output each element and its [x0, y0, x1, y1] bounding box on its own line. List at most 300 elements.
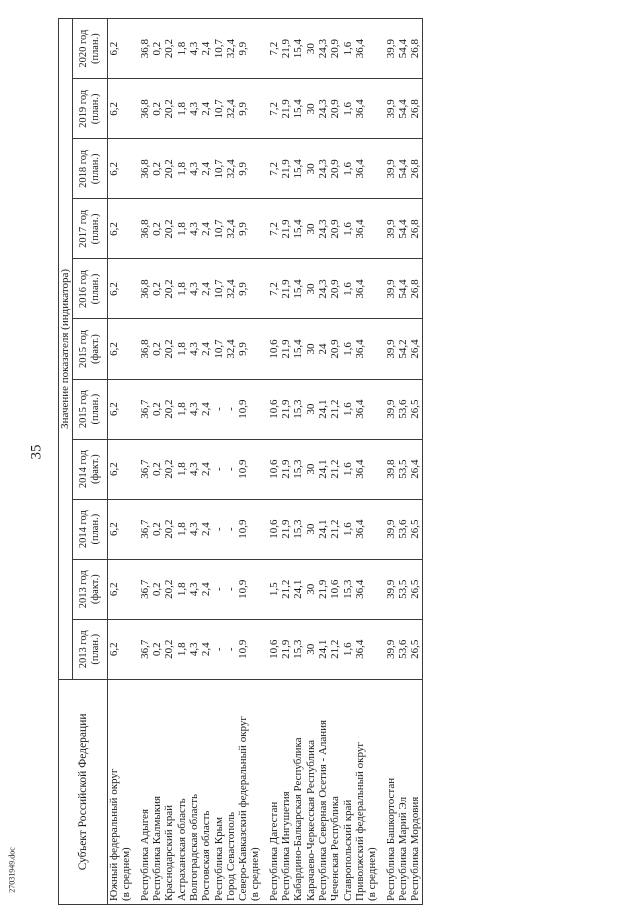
value-cell: 0,2	[151, 259, 163, 319]
value-cell: 20,9	[329, 319, 341, 379]
table-row	[397, 19, 409, 905]
table-row	[409, 19, 422, 905]
value-cell: 32,4	[225, 139, 237, 199]
value-cell: 4,3	[188, 499, 200, 559]
value-cell: 2,4	[200, 559, 212, 619]
year-type-label: (план.)	[90, 273, 101, 305]
value-cell: 30	[305, 79, 317, 139]
value-cell: 20,2	[163, 379, 175, 439]
document-file-id: 27031949.doc	[7, 847, 17, 893]
subject-column-header: Субъект Российской Федерации	[59, 679, 108, 904]
table-row	[280, 19, 292, 905]
value-cell: 36,8	[139, 19, 151, 79]
value-cell: 30	[305, 439, 317, 499]
value-cell: 6,2	[108, 199, 133, 259]
table-row	[329, 19, 341, 905]
value-cell: 0,2	[151, 79, 163, 139]
region-name: Республика Крым	[212, 817, 225, 901]
value-cell: 26,5	[409, 619, 422, 679]
value-cell: 26,5	[409, 499, 422, 559]
region-name: Чеченская Республика	[329, 796, 342, 901]
value-cell: 30	[305, 19, 317, 79]
region-name-cell	[317, 679, 329, 904]
value-cell: 21,9	[280, 499, 292, 559]
value-cell: 26,8	[409, 199, 422, 259]
value-cell: 30	[305, 199, 317, 259]
value-cell: 9,9	[237, 19, 262, 79]
value-cell: 10,9	[237, 499, 262, 559]
value-cell: 36,4	[354, 259, 379, 319]
value-cell: 10,9	[237, 619, 262, 679]
region-name: Республика Мордовия	[409, 796, 422, 901]
value-cell: 30	[305, 619, 317, 679]
value-cell: 1,6	[342, 319, 354, 379]
value-cell: 1,6	[342, 199, 354, 259]
value-cell: 4,3	[188, 379, 200, 439]
table-row	[305, 19, 317, 905]
value-cell: 36,8	[139, 199, 151, 259]
region-name-cell	[292, 679, 304, 904]
region-name: Республика Адыгея	[138, 808, 151, 901]
value-cell: 0,2	[151, 559, 163, 619]
value-cell: 39,9	[385, 559, 397, 619]
value-cell: 7,2	[268, 199, 280, 259]
table-row	[188, 19, 200, 905]
value-cell: 24,3	[317, 259, 329, 319]
value-cell: 21,2	[329, 379, 341, 439]
value-cell: 21,9	[280, 19, 292, 79]
year-column-header	[73, 379, 108, 439]
value-cell: 39,9	[385, 79, 397, 139]
value-cell: 15,3	[292, 499, 304, 559]
region-name: Ставропольский край	[341, 799, 354, 901]
value-cell: 36,4	[354, 619, 379, 679]
region-name: Кабардино-Балкарская Республика	[292, 737, 305, 901]
value-cell: 39,8	[385, 439, 397, 499]
value-cell: 21,9	[280, 379, 292, 439]
region-name: Волгоградская область	[187, 793, 200, 901]
value-cell: 54,4	[397, 19, 409, 79]
value-cell: 39,9	[385, 259, 397, 319]
value-cell: 15,3	[292, 379, 304, 439]
value-cell: 1,8	[176, 439, 188, 499]
value-cell: 26,5	[409, 559, 422, 619]
value-cell: 54,4	[397, 259, 409, 319]
year-column-header	[73, 319, 108, 379]
value-cell: 24,3	[317, 199, 329, 259]
value-cell: -	[213, 499, 225, 559]
value-cell: 0,2	[151, 499, 163, 559]
table-row	[213, 19, 225, 905]
value-cell: 26,8	[409, 259, 422, 319]
value-cell: 0,2	[151, 619, 163, 679]
region-name: Республика Марий Эл	[396, 796, 409, 901]
value-cell: 15,4	[292, 319, 304, 379]
value-cell: 10,9	[237, 379, 262, 439]
value-cell: 1,5	[268, 559, 280, 619]
region-name: Республика Северная Осетия - Алания	[317, 719, 329, 901]
region-name: Республика Дагестан	[267, 801, 280, 901]
value-cell: 54,4	[397, 139, 409, 199]
value-cell: 24,1	[317, 619, 329, 679]
year-column-header	[73, 79, 108, 139]
value-cell: 36,4	[354, 439, 379, 499]
indicator-group-header: Значение показателя (индикатора)	[59, 19, 73, 680]
value-cell: 21,9	[280, 619, 292, 679]
region-name: Краснодарский край	[163, 804, 176, 901]
region-name-cell	[397, 679, 409, 904]
value-cell: -	[225, 559, 237, 619]
value-cell: 20,2	[163, 19, 175, 79]
value-cell: 2,4	[200, 379, 212, 439]
value-cell: 6,2	[108, 19, 133, 79]
value-cell: 4,3	[188, 79, 200, 139]
year-column-header	[73, 259, 108, 319]
value-cell: 20,2	[163, 259, 175, 319]
rotated-page-content	[58, 18, 618, 905]
value-cell: 6,2	[108, 499, 133, 559]
value-cell: 1,6	[342, 79, 354, 139]
value-cell: 26,4	[409, 319, 422, 379]
value-cell: -	[225, 499, 237, 559]
region-name-cell	[151, 679, 163, 904]
value-cell: 24,1	[317, 379, 329, 439]
value-cell: 2,4	[200, 19, 212, 79]
value-cell: 15,4	[292, 79, 304, 139]
value-cell: 36,8	[139, 259, 151, 319]
region-name-cell	[139, 679, 151, 904]
value-cell: 4,3	[188, 19, 200, 79]
region-name-cell	[409, 679, 422, 904]
value-cell: 6,2	[108, 79, 133, 139]
region-name-cell	[280, 679, 292, 904]
value-cell: 2,4	[200, 259, 212, 319]
table-header	[59, 19, 108, 905]
value-cell: 53,5	[397, 559, 409, 619]
value-cell: 0,2	[151, 439, 163, 499]
value-cell: 0,2	[151, 379, 163, 439]
value-cell: 20,9	[329, 259, 341, 319]
year-label: 2020 год	[78, 29, 90, 68]
year-label: 2018 год	[78, 149, 90, 188]
value-cell: 54,2	[397, 319, 409, 379]
value-cell: 1,8	[176, 319, 188, 379]
value-cell: 39,9	[385, 379, 397, 439]
value-cell: 26,4	[409, 439, 422, 499]
value-cell: 21,9	[280, 79, 292, 139]
value-cell: 20,9	[329, 199, 341, 259]
value-cell: 6,2	[108, 379, 133, 439]
value-cell: 0,2	[151, 19, 163, 79]
value-cell: 10,9	[237, 559, 262, 619]
region-name: Город Севастополь	[224, 812, 237, 901]
landscape-table-wrapper	[58, 18, 618, 905]
table-row	[342, 19, 354, 905]
value-cell: 39,9	[385, 319, 397, 379]
region-name-cell	[108, 679, 133, 904]
value-cell: 24,1	[317, 499, 329, 559]
year-column-header	[73, 19, 108, 79]
value-cell: 30	[305, 499, 317, 559]
value-cell: 20,2	[163, 559, 175, 619]
value-cell: 32,4	[225, 199, 237, 259]
table-body	[108, 19, 423, 905]
table-row	[317, 19, 329, 905]
value-cell: 1,8	[176, 199, 188, 259]
year-type-label: (план.)	[90, 213, 101, 245]
value-cell: 36,8	[139, 79, 151, 139]
value-cell: 10,6	[268, 319, 280, 379]
table-row	[268, 19, 280, 905]
value-cell: 20,2	[163, 439, 175, 499]
region-name: Республика Калмыкия	[150, 795, 163, 901]
value-cell: 6,2	[108, 139, 133, 199]
value-cell: 1,8	[176, 19, 188, 79]
value-cell: 36,4	[354, 319, 379, 379]
value-cell: 21,9	[280, 319, 292, 379]
value-cell: 4,3	[188, 559, 200, 619]
value-cell: 21,2	[280, 559, 292, 619]
region-name-cell	[163, 679, 175, 904]
value-cell: 20,9	[329, 19, 341, 79]
value-cell: 1,6	[342, 439, 354, 499]
value-cell: 21,9	[280, 139, 292, 199]
value-cell: 2,4	[200, 79, 212, 139]
value-cell: 54,4	[397, 79, 409, 139]
value-cell: 10,7	[213, 259, 225, 319]
value-cell: 36,7	[139, 559, 151, 619]
value-cell: 21,9	[280, 439, 292, 499]
value-cell: 39,9	[385, 199, 397, 259]
value-cell: 20,2	[163, 79, 175, 139]
value-cell: 30	[305, 259, 317, 319]
value-cell: 21,2	[329, 499, 341, 559]
value-cell: 0,2	[151, 199, 163, 259]
region-name: Ростовская область	[200, 810, 213, 901]
value-cell: 20,9	[329, 139, 341, 199]
value-cell: 10,6	[268, 619, 280, 679]
value-cell: 6,2	[108, 619, 133, 679]
value-cell: 53,5	[397, 439, 409, 499]
year-column-header	[73, 439, 108, 499]
value-cell: 0,2	[151, 319, 163, 379]
value-cell: -	[213, 439, 225, 499]
value-cell: 4,3	[188, 619, 200, 679]
value-cell: 7,2	[268, 139, 280, 199]
value-cell: 30	[305, 559, 317, 619]
year-type-label: (план.)	[90, 93, 101, 125]
table-row	[200, 19, 212, 905]
value-cell: 36,8	[139, 139, 151, 199]
value-cell: 39,9	[385, 499, 397, 559]
value-cell: 7,2	[268, 19, 280, 79]
year-label: 2019 год	[78, 89, 90, 128]
year-type-label: (план.)	[90, 393, 101, 425]
value-cell: 36,4	[354, 499, 379, 559]
year-label: 2013 год	[78, 570, 90, 609]
year-type-label: (план.)	[90, 33, 101, 65]
region-name-cell	[268, 679, 280, 904]
value-cell: 24	[317, 319, 329, 379]
value-cell: 4,3	[188, 319, 200, 379]
value-cell: 36,4	[354, 79, 379, 139]
value-cell: 39,9	[385, 619, 397, 679]
value-cell: 53,6	[397, 619, 409, 679]
table-row	[163, 19, 175, 905]
value-cell: 24,3	[317, 79, 329, 139]
value-cell: 4,3	[188, 139, 200, 199]
value-cell: 9,9	[237, 79, 262, 139]
value-cell: 39,9	[385, 19, 397, 79]
value-cell: 2,4	[200, 499, 212, 559]
value-cell: 1,6	[342, 139, 354, 199]
value-cell: -	[225, 379, 237, 439]
year-label: 2013 год	[78, 630, 90, 669]
value-cell: 32,4	[225, 19, 237, 79]
value-cell: 1,8	[176, 499, 188, 559]
year-label: 2016 год	[78, 270, 90, 308]
value-cell: 26,8	[409, 79, 422, 139]
value-cell: 15,4	[292, 19, 304, 79]
value-cell: 36,4	[354, 19, 379, 79]
value-cell: 1,8	[176, 619, 188, 679]
value-cell: 1,8	[176, 259, 188, 319]
region-name-cell	[354, 679, 379, 904]
value-cell: 36,4	[354, 559, 379, 619]
region-name-cell	[237, 679, 262, 904]
value-cell: 1,8	[176, 139, 188, 199]
value-cell: 36,4	[354, 139, 379, 199]
value-cell: 53,6	[397, 499, 409, 559]
value-cell: 2,4	[200, 199, 212, 259]
year-column-header	[73, 499, 108, 559]
region-name: Республика Башкортостан	[384, 777, 397, 901]
value-cell: 1,8	[176, 379, 188, 439]
year-label: 2015 год	[78, 330, 90, 369]
value-cell: 36,7	[139, 619, 151, 679]
value-cell: 21,9	[317, 559, 329, 619]
value-cell: 1,6	[342, 19, 354, 79]
value-cell: 20,9	[329, 79, 341, 139]
year-type-label: (план.)	[90, 153, 101, 185]
region-name: (в среднем)	[366, 847, 379, 901]
value-cell: 20,2	[163, 499, 175, 559]
table-row	[108, 19, 133, 905]
value-cell: 7,2	[268, 79, 280, 139]
value-cell: 10,9	[237, 439, 262, 499]
value-cell: 10,7	[213, 79, 225, 139]
year-label: 2014 год	[78, 510, 90, 549]
value-cell: -	[213, 379, 225, 439]
value-cell: 10,6	[268, 439, 280, 499]
value-cell: 10,7	[213, 19, 225, 79]
value-cell: 10,6	[268, 499, 280, 559]
value-cell: 2,4	[200, 139, 212, 199]
value-cell: 21,9	[280, 199, 292, 259]
value-cell: 53,6	[397, 379, 409, 439]
value-cell: 15,4	[292, 199, 304, 259]
value-cell: 20,2	[163, 139, 175, 199]
year-label: 2015 год	[78, 390, 90, 429]
value-cell: 1,8	[176, 559, 188, 619]
value-cell: 24,1	[292, 559, 304, 619]
region-name: (в среднем)	[249, 847, 262, 901]
value-cell: 30	[305, 379, 317, 439]
value-cell: 6,2	[108, 319, 133, 379]
value-cell: 10,7	[213, 319, 225, 379]
value-cell: 1,8	[176, 79, 188, 139]
value-cell: 36,7	[139, 499, 151, 559]
value-cell: 15,4	[292, 139, 304, 199]
value-cell: 4,3	[188, 199, 200, 259]
year-type-label: (факт.)	[90, 454, 101, 485]
table-row	[225, 19, 237, 905]
region-name: (в среднем)	[120, 847, 133, 901]
year-label: 2017 год	[78, 209, 90, 248]
region-name-cell	[200, 679, 212, 904]
value-cell: 6,2	[108, 559, 133, 619]
value-cell: 9,9	[237, 199, 262, 259]
value-cell: -	[213, 559, 225, 619]
value-cell: 26,5	[409, 379, 422, 439]
table-row	[139, 19, 151, 905]
table-row	[292, 19, 304, 905]
value-cell: 54,4	[397, 199, 409, 259]
value-cell: 20,2	[163, 619, 175, 679]
value-cell: 26,8	[409, 19, 422, 79]
value-cell: 6,2	[108, 439, 133, 499]
value-cell: -	[225, 439, 237, 499]
region-name: Астраханская область	[175, 798, 188, 901]
value-cell: 21,2	[329, 619, 341, 679]
region-name-cell	[305, 679, 317, 904]
value-cell: 2,4	[200, 439, 212, 499]
year-column-header	[73, 559, 108, 619]
value-cell: 36,8	[139, 319, 151, 379]
year-column-header	[73, 619, 108, 679]
value-cell: 1,6	[342, 379, 354, 439]
value-cell: 10,6	[268, 379, 280, 439]
indicator-table	[58, 18, 423, 905]
region-name-cell	[342, 679, 354, 904]
year-column-header	[73, 139, 108, 199]
region-name-cell	[225, 679, 237, 904]
table-row	[385, 19, 397, 905]
value-cell: -	[225, 619, 237, 679]
value-cell: 15,3	[342, 559, 354, 619]
region-name: Приволжский федеральный округ	[353, 742, 366, 901]
region-name: Южный федеральный округ	[108, 768, 120, 901]
value-cell: 1,6	[342, 259, 354, 319]
table-row	[354, 19, 379, 905]
value-cell: 7,2	[268, 259, 280, 319]
year-type-label: (план.)	[90, 513, 101, 545]
year-label: 2014 год	[78, 450, 90, 489]
value-cell: 24,1	[317, 439, 329, 499]
year-column-header	[73, 199, 108, 259]
page-number: 35	[28, 444, 45, 460]
region-name-cell	[385, 679, 397, 904]
value-cell: 21,9	[280, 259, 292, 319]
table-row	[176, 19, 188, 905]
region-name: Северо-Кавказский федеральный округ	[237, 716, 250, 901]
value-cell: 30	[305, 319, 317, 379]
value-cell: 39,9	[385, 139, 397, 199]
value-cell: 9,9	[237, 319, 262, 379]
value-cell: 10,6	[329, 559, 341, 619]
value-cell: 6,2	[108, 259, 133, 319]
value-cell: 32,4	[225, 319, 237, 379]
